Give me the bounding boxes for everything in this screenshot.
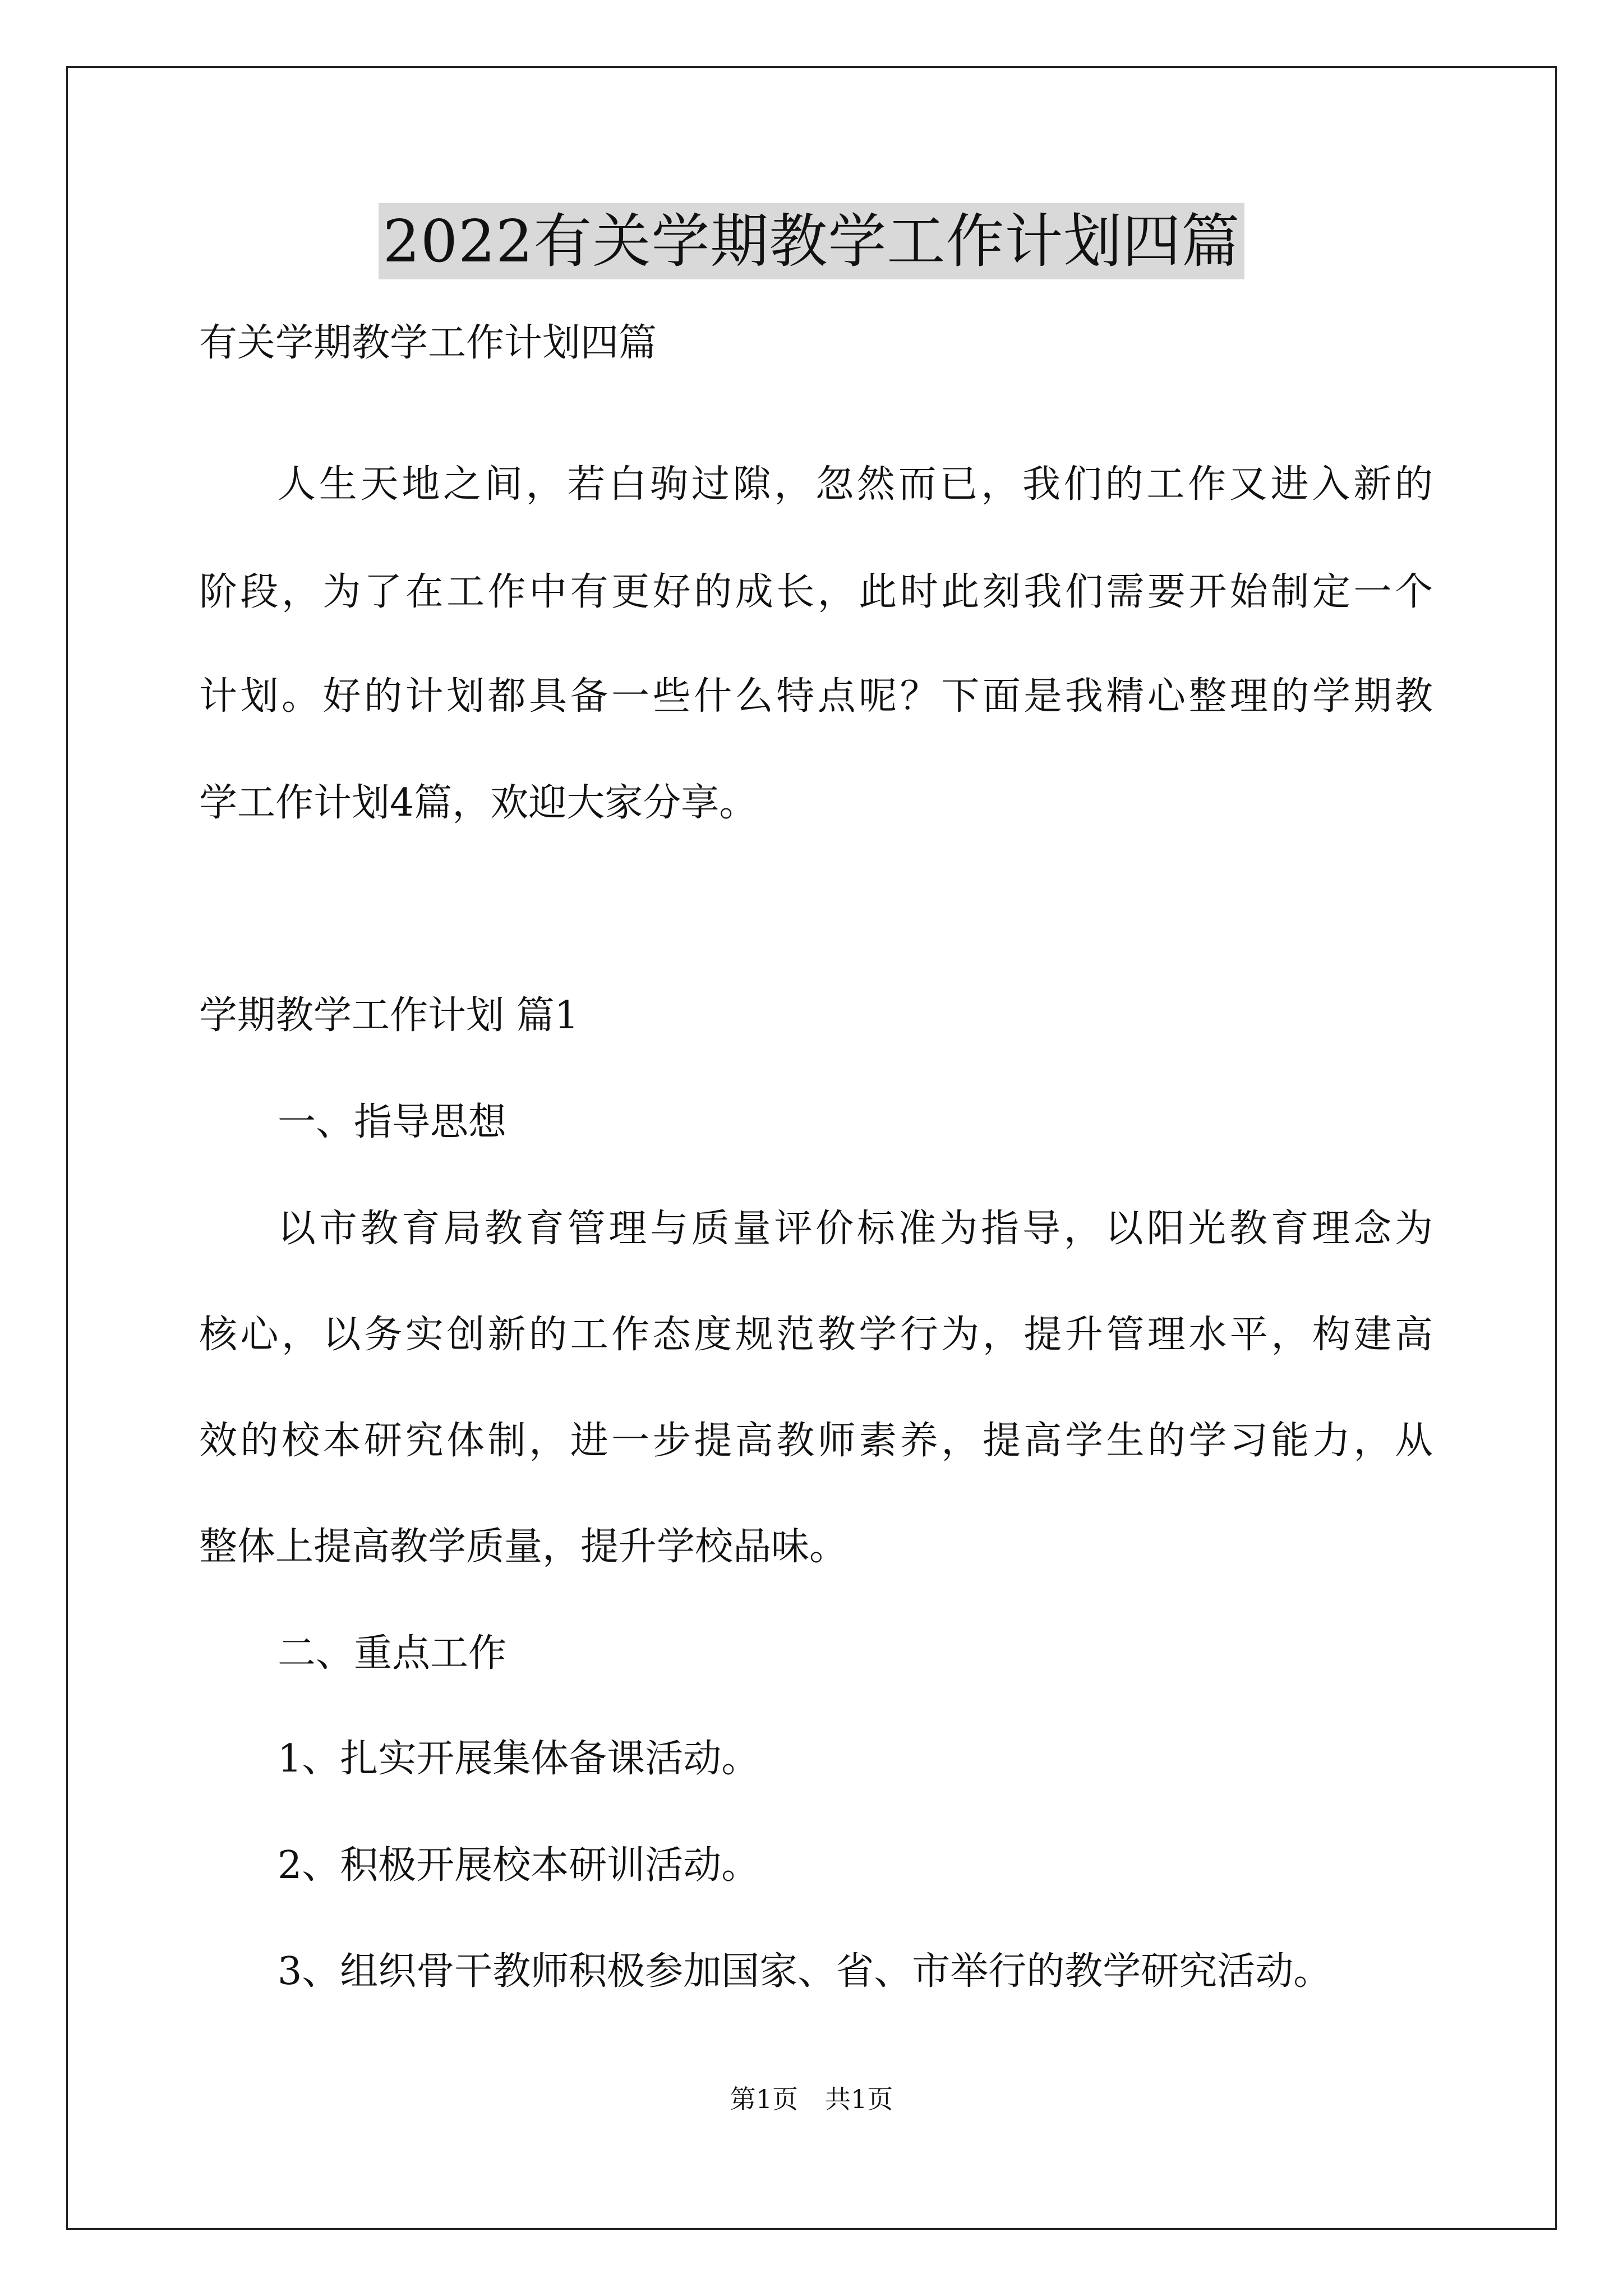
- paragraph-line-2: 核心，以务实创新的工作态度规范教学行为，提升管理水平，构建高: [199, 1313, 1433, 1357]
- page-total: 共1页: [825, 2084, 893, 2114]
- page-footer: [0, 2082, 1623, 2116]
- intro-line-1: 人生天地之间，若白驹过隙，忽然而已，我们的工作又进入新的: [278, 462, 1433, 507]
- paragraph-line-1: 以市教育局教育管理与质量评价标准为指导，以阳光教育理念为: [278, 1207, 1433, 1251]
- list-item-2: 2、积极开展校本研训活动。: [278, 1843, 760, 1888]
- list-item-1: 1、扎实开展集体备课活动。: [278, 1737, 760, 1781]
- subtitle-line: 有关学期教学工作计划四篇: [199, 321, 657, 365]
- intro-line-3: 计划。好的计划都具备一些什么特点呢？下面是我精心整理的学期教: [199, 674, 1433, 719]
- paragraph-line-3: 效的校本研究体制，进一步提高教师素养，提高学生的学习能力，从: [199, 1419, 1433, 1463]
- subheading-key-work: 二、重点工作: [278, 1631, 507, 1676]
- section-heading: 学期教学工作计划 篇1: [199, 993, 579, 1038]
- list-item-3: 3、组织骨干教师积极参加国家、省、市举行的教学研究活动。: [278, 1949, 1332, 1994]
- document-title: 2022有关学期教学工作计划四篇: [379, 203, 1245, 279]
- intro-line-2: 阶段，为了在工作中有更好的成长，此时此刻我们需要开始制定一个: [199, 570, 1433, 614]
- page-number: 第1页: [730, 2084, 798, 2114]
- subheading-guiding-thought: 一、指导思想: [278, 1100, 507, 1144]
- intro-line-4: 学工作计划4篇，欢迎大家分享。: [199, 781, 758, 825]
- paragraph-line-4: 整体上提高教学质量，提升学校品味。: [199, 1525, 848, 1569]
- title-container: [0, 203, 1623, 279]
